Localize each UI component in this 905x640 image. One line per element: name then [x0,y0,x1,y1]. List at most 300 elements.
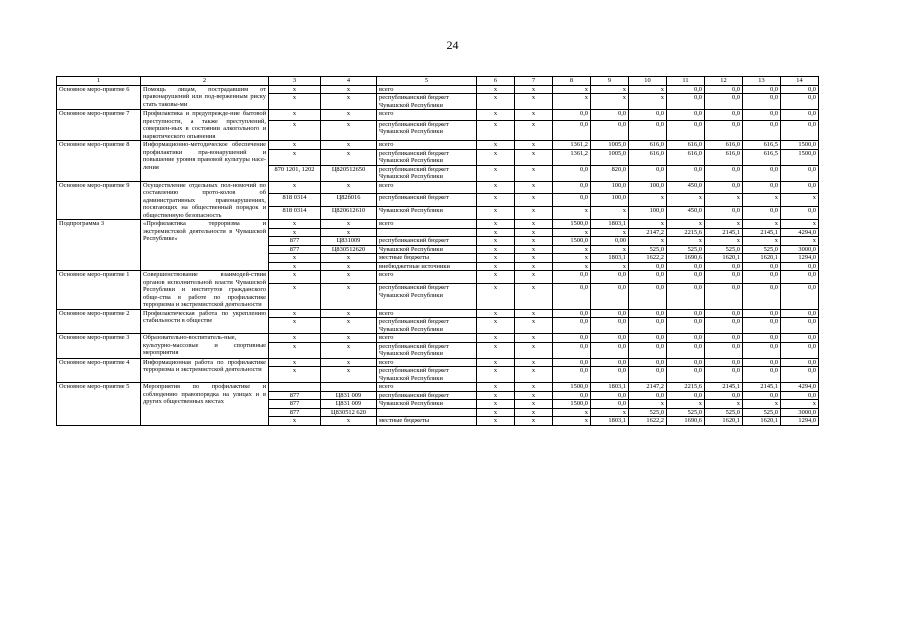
value-cell: всего [377,309,477,318]
value-cell: 0,0 [591,120,629,140]
value-cell: x [321,120,377,140]
value-cell: 2147,2 [629,228,667,237]
value-cell: 0,0 [781,284,819,309]
value-cell: x [667,194,705,207]
value-cell: x [321,318,377,334]
table-row [57,271,819,284]
value-cell: 450,0 [667,181,705,194]
value-cell: x [515,318,553,334]
value-cell: 4294,0 [781,383,819,392]
value-cell: 0,0 [705,181,743,194]
value-cell: 1622,2 [629,417,667,426]
value-cell: x [553,417,591,426]
value-cell: x [591,94,629,110]
value-cell: x [515,228,553,237]
value-cell: Ц82б016 [321,194,377,207]
value-cell: x [553,408,591,417]
value-cell: 0,0 [553,309,591,318]
value-cell: x [477,207,515,220]
header-cell: 9 [591,77,629,86]
value-cell: всего [377,220,477,229]
value-cell: 0,0 [743,367,781,383]
value-cell: 1361,2 [553,141,591,150]
value-cell: 877 [269,391,321,400]
value-cell: 0,0 [667,271,705,284]
value-cell: x [667,237,705,246]
value-cell: x [477,149,515,165]
item-name-cell: Профилактическая работа по укреплению стабильности в обществе [141,309,269,334]
value-cell: Ц831009 [321,237,377,246]
value-cell: 0,0 [667,165,705,181]
value-cell: x [629,85,667,94]
value-cell: x [477,342,515,358]
table-row [57,110,819,121]
value-cell: x [629,237,667,246]
value-cell: 1803,1 [591,254,629,263]
value-cell: 616,0 [629,149,667,165]
value-cell: x [515,165,553,181]
value-cell: Ц830512 620 [321,408,377,417]
value-cell: x [321,228,377,237]
value-cell: x [269,342,321,358]
value-cell: x [629,400,667,409]
value-cell: 0,0 [553,342,591,358]
value-cell: 1500,0 [781,141,819,150]
value-cell: 0,0 [591,284,629,309]
value-cell: 0,0 [705,318,743,334]
header-cell: 6 [477,77,515,86]
value-cell: x [705,194,743,207]
value-cell: 1500,0 [553,400,591,409]
value-cell: 0,0 [629,271,667,284]
value-cell: x [515,383,553,392]
item-code-cell: Основное меро-приятие 1 [57,271,141,310]
value-cell: x [269,262,321,271]
value-cell: всего [377,358,477,367]
value-cell: x [515,367,553,383]
value-cell: 0,0 [667,284,705,309]
value-cell: x [515,141,553,150]
value-cell: 0,0 [591,271,629,284]
value-cell: 1620,1 [743,417,781,426]
value-cell: 1500,0 [781,149,819,165]
value-cell: 1361,2 [553,149,591,165]
value-cell: 0,0 [629,367,667,383]
item-name-cell: Образовательно-воспитатель-ные, культурно-массовые и спортивные мероприятия [141,334,269,359]
value-cell: 525,0 [629,245,667,254]
value-cell: 0,0 [705,334,743,343]
value-cell: 870 1201, 1202 [269,165,321,181]
value-cell: x [553,228,591,237]
value-cell: 1005,0 [591,141,629,150]
value-cell: 525,0 [705,408,743,417]
value-cell: 1803,1 [591,383,629,392]
value-cell [377,228,477,237]
header-cell: 12 [705,77,743,86]
value-cell: 1622,2 [629,254,667,263]
value-cell: x [477,194,515,207]
header-cell: 8 [553,77,591,86]
value-cell: x [591,262,629,271]
value-cell: x [321,110,377,121]
value-cell: 0,0 [781,358,819,367]
value-cell: республиканский бюджет [377,194,477,207]
value-cell: x [477,165,515,181]
value-cell: x [591,85,629,94]
value-cell: x [321,149,377,165]
value-cell: x [321,262,377,271]
value-cell: 0,0 [629,110,667,121]
value-cell: x [553,254,591,263]
value-cell: 0,0 [705,110,743,121]
value-cell: 0,0 [705,342,743,358]
value-cell: Чувашской Республики [377,207,477,220]
value-cell: 616,0 [705,149,743,165]
value-cell: x [515,120,553,140]
value-cell: 0,0 [743,262,781,271]
value-cell: 0,0 [705,165,743,181]
value-cell: x [269,358,321,367]
item-name-cell: Осуществление отдельных пол-номочий по составлению прото-колов об административных правонарушениях, посягающих на общественный порядок и общественную безопасность [141,181,269,220]
value-cell: 0,0 [667,318,705,334]
item-name-cell: Информационная работа по профилактике терроризма и экстремистской деятельности [141,358,269,383]
value-cell: 0,0 [743,284,781,309]
value-cell: республиканский бюджет Чувашской Республики [377,342,477,358]
value-cell: 0,0 [553,334,591,343]
value-cell: x [321,309,377,318]
value-cell: 100,0 [591,181,629,194]
value-cell: x [553,85,591,94]
value-cell: x [477,254,515,263]
item-code-cell: Основное меро-приятие 2 [57,309,141,334]
value-cell: Ц830512620 [321,245,377,254]
value-cell: 0,0 [667,85,705,94]
value-cell: 525,0 [743,245,781,254]
value-cell: республиканский бюджет Чувашской Республики [377,318,477,334]
value-cell: x [515,391,553,400]
value-cell: 0,0 [667,262,705,271]
value-cell: республиканский бюджет Чувашской Республики [377,94,477,110]
value-cell: x [591,207,629,220]
value-cell: x [515,149,553,165]
value-cell: x [269,417,321,426]
value-cell: x [743,220,781,229]
value-cell: 2145,1 [743,228,781,237]
value-cell: 0,0 [743,120,781,140]
value-cell: x [629,220,667,229]
value-cell: x [269,149,321,165]
value-cell: x [553,207,591,220]
value-cell: 0,0 [743,181,781,194]
value-cell: 0,0 [705,358,743,367]
value-cell: 2215,6 [667,383,705,392]
table-body [57,77,819,426]
header-cell: 13 [743,77,781,86]
value-cell: x [477,417,515,426]
header-cell: 14 [781,77,819,86]
value-cell: 0,0 [781,318,819,334]
value-cell: всего [377,85,477,94]
value-cell: Чувашской Республики [377,400,477,409]
item-name-cell: Помощь лицам, пострадавшим от правонарушений или под-верженным риску стать таковы-ми [141,85,269,110]
value-cell: x [321,367,377,383]
value-cell: x [667,220,705,229]
item-code-cell: Основное меро-приятие 3 [57,334,141,359]
value-cell: 0,0 [667,367,705,383]
value-cell: x [269,284,321,309]
value-cell: x [515,262,553,271]
value-cell: x [781,220,819,229]
value-cell: x [321,284,377,309]
value-cell: 0,0 [553,271,591,284]
value-cell: 0,0 [629,318,667,334]
value-cell: 1620,1 [743,254,781,263]
value-cell: 1690,6 [667,254,705,263]
value-cell: x [321,342,377,358]
value-cell: x [321,417,377,426]
header-cell: 11 [667,77,705,86]
value-cell: 0,0 [743,85,781,94]
value-cell: 0,0 [667,120,705,140]
value-cell: 0,0 [629,342,667,358]
value-cell: x [477,318,515,334]
value-cell: республиканский бюджет Чувашской Республики [377,284,477,309]
value-cell: x [269,120,321,140]
value-cell: 0,0 [781,334,819,343]
value-cell: x [515,237,553,246]
value-cell: 877 [269,400,321,409]
value-cell: 0,0 [667,358,705,367]
value-cell: 0,0 [591,342,629,358]
table-row [57,181,819,194]
value-cell: 616,0 [629,141,667,150]
value-cell: x [321,271,377,284]
value-cell: 0,0 [629,284,667,309]
value-cell: всего [377,383,477,392]
value-cell: 0,0 [743,207,781,220]
value-cell: x [269,141,321,150]
value-cell: 0,0 [553,358,591,367]
value-cell: 1500,0 [553,383,591,392]
value-cell: x [629,94,667,110]
value-cell: 0,0 [705,85,743,94]
value-cell: x [269,271,321,284]
value-cell: 0,0 [743,342,781,358]
value-cell: x [477,284,515,309]
value-cell: 0,0 [781,207,819,220]
table-row [57,309,819,318]
value-cell: Чувашской Республики [377,245,477,254]
value-cell: 0,0 [629,334,667,343]
value-cell: 450,0 [667,207,705,220]
value-cell: x [321,181,377,194]
value-cell: 0,0 [781,85,819,94]
value-cell: x [705,237,743,246]
value-cell: x [321,254,377,263]
value-cell: 0,0 [667,334,705,343]
value-cell [377,408,477,417]
value-cell: местные бюджеты [377,254,477,263]
value-cell: республиканский бюджет Чувашской Республики [377,149,477,165]
value-cell: x [629,194,667,207]
value-cell: 0,0 [705,262,743,271]
value-cell: 616,0 [667,141,705,150]
value-cell: 0,0 [781,309,819,318]
value-cell: x [515,245,553,254]
value-cell: x [477,120,515,140]
value-cell: 0,0 [743,165,781,181]
table-row [57,383,819,392]
value-cell: x [477,358,515,367]
table-row [57,334,819,343]
value-cell: x [269,309,321,318]
value-cell: x [515,408,553,417]
value-cell: 525,0 [667,245,705,254]
value-cell: x [515,110,553,121]
table-row [57,220,819,229]
value-cell: 1620,1 [705,254,743,263]
budget-table [56,76,819,426]
header-cell: 3 [269,77,321,86]
value-cell: 0,0 [743,358,781,367]
header-cell: 2 [141,77,269,86]
value-cell: Ц831 009 [321,391,377,400]
value-cell: 0,0 [629,358,667,367]
value-cell: 0,0 [705,207,743,220]
value-cell: 0,0 [743,334,781,343]
value-cell: 1294,0 [781,254,819,263]
value-cell: x [477,220,515,229]
value-cell: всего [377,141,477,150]
value-cell: x [477,228,515,237]
value-cell: x [515,309,553,318]
value-cell: x [515,181,553,194]
item-code-cell: Основное меро-приятие 8 [57,141,141,182]
value-cell: x [269,181,321,194]
value-cell: x [515,207,553,220]
value-cell: 0,0 [629,120,667,140]
value-cell: x [743,237,781,246]
value-cell: 0,0 [591,318,629,334]
header-row [57,77,819,86]
value-cell: 0,0 [781,181,819,194]
value-cell: 0,0 [629,309,667,318]
value-cell: 3000,0 [781,408,819,417]
value-cell: x [269,318,321,334]
value-cell: 0,0 [781,271,819,284]
value-cell: 1803,1 [591,220,629,229]
header-cell: 4 [321,77,377,86]
header-cell: 7 [515,77,553,86]
value-cell: x [477,391,515,400]
value-cell: x [321,358,377,367]
value-cell: 0,0 [743,309,781,318]
value-cell: x [743,194,781,207]
value-cell: x [515,194,553,207]
value-cell: x [477,141,515,150]
value-cell: x [515,342,553,358]
item-name-cell: «Профилактика терроризма и экстремистской деятельности в Чувашской Республике» [141,220,269,271]
value-cell: x [269,110,321,121]
value-cell: 0,0 [667,391,705,400]
value-cell: 0,0 [553,391,591,400]
value-cell: 0,00 [591,237,629,246]
value-cell: 2145,1 [743,383,781,392]
value-cell: всего [377,110,477,121]
value-cell: 0,0 [553,165,591,181]
value-cell: x [477,309,515,318]
value-cell: 0,0 [553,110,591,121]
value-cell: x [269,367,321,383]
value-cell: 877 [269,245,321,254]
value-cell: x [477,334,515,343]
value-cell: 525,0 [743,408,781,417]
value-cell: x [477,237,515,246]
value-cell: 100,0 [629,181,667,194]
value-cell: x [553,262,591,271]
value-cell: 818 0314 [269,194,321,207]
value-cell: x [515,334,553,343]
table-row [57,85,819,94]
value-cell: 0,0 [553,284,591,309]
value-cell: 100,0 [629,207,667,220]
value-cell: 525,0 [667,408,705,417]
value-cell: 0,0 [705,309,743,318]
value-cell: 0,0 [705,367,743,383]
value-cell: 0,0 [591,334,629,343]
table-row [57,358,819,367]
value-cell: x [515,85,553,94]
value-cell: 1500,0 [553,237,591,246]
value-cell: 0,0 [667,94,705,110]
value-cell: 0,0 [705,120,743,140]
item-name-cell: Профилактика и предупрежде-ние бытовой преступности, а также преступлений, совершен-ных в состоянии алкогольного и наркотического опьянения [141,110,269,141]
value-cell: x [477,110,515,121]
value-cell: x [553,245,591,254]
value-cell: x [269,334,321,343]
value-cell: 0,0 [667,309,705,318]
value-cell: 0,0 [553,181,591,194]
value-cell: 0,0 [629,262,667,271]
value-cell: 820,0 [591,165,629,181]
value-cell: Ц831 009 [321,400,377,409]
value-cell: x [705,220,743,229]
item-code-cell: Основное меро-приятие 7 [57,110,141,141]
value-cell: 0,0 [743,391,781,400]
value-cell: 1500,0 [553,220,591,229]
value-cell: x [515,417,553,426]
value-cell: 0,0 [591,309,629,318]
value-cell: 0,0 [705,271,743,284]
value-cell: внебюджетные источники [377,262,477,271]
value-cell: x [781,400,819,409]
value-cell: 877 [269,408,321,417]
value-cell: 0,0 [705,284,743,309]
value-cell: 0,0 [591,110,629,121]
value-cell: 0,0 [743,110,781,121]
value-cell: x [477,181,515,194]
value-cell: 1294,0 [781,417,819,426]
value-cell: 616,5 [743,141,781,150]
value-cell: 1690,6 [667,417,705,426]
page-number: 24 [446,38,459,52]
value-cell: Ц820612610 [321,207,377,220]
value-cell: x [591,228,629,237]
value-cell: 0,0 [667,110,705,121]
header-cell: 1 [57,77,141,86]
value-cell: 0,0 [591,391,629,400]
value-cell: 100,0 [591,194,629,207]
